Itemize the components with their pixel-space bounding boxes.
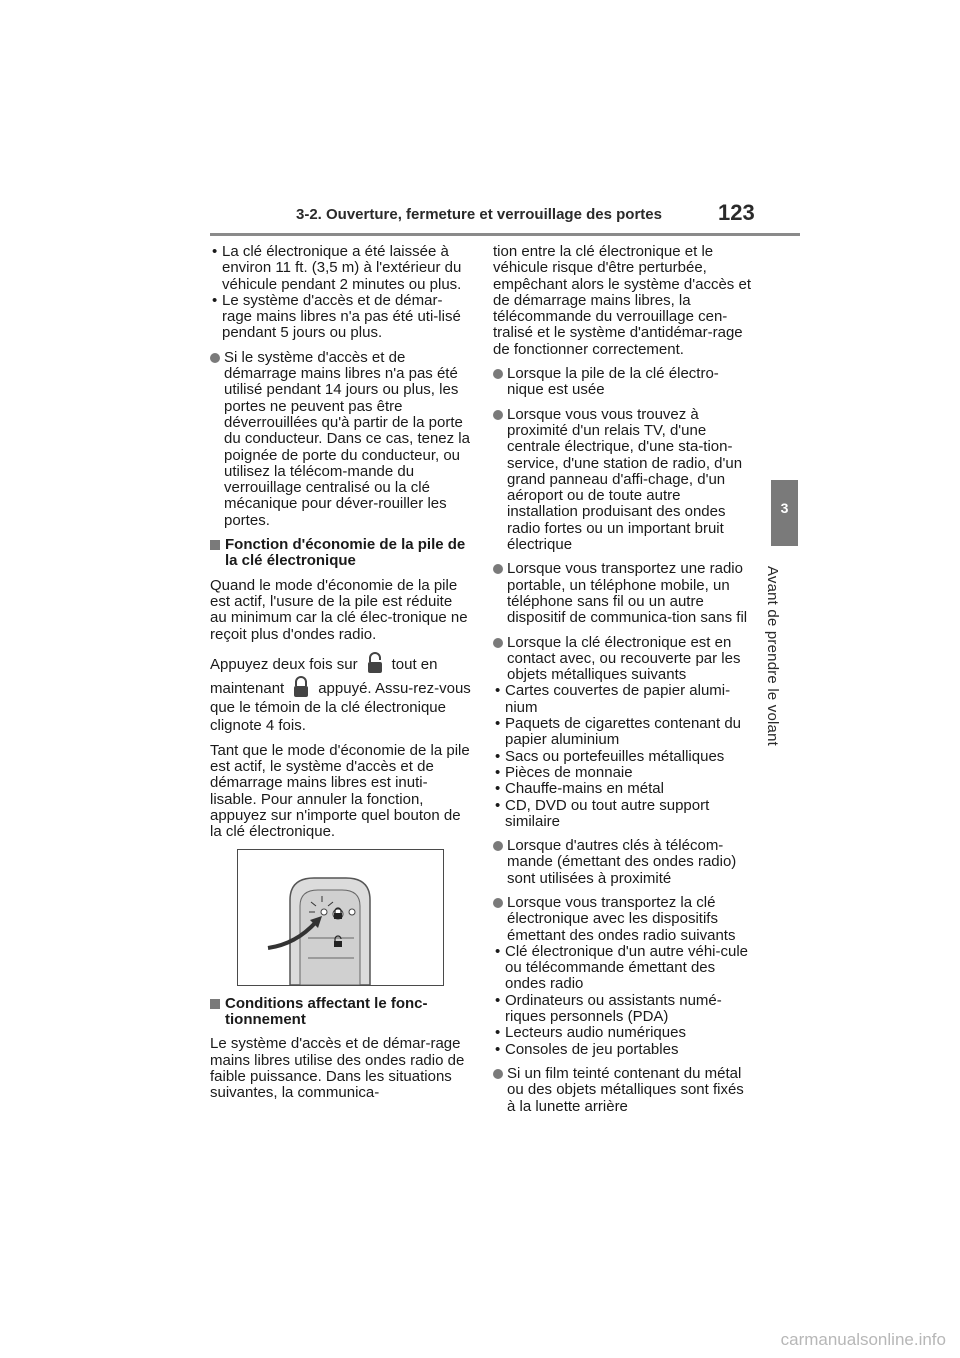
paragraph: Appuyez deux fois sur tout en maintenant appuyé. Assu-rez-vous que le témoin de la clé électronique clignote 4 fois. — [210, 651, 472, 735]
bullet-item: • Cartes couvertes de papier alumi-nium — [493, 683, 755, 716]
circle-item: Lorsque la clé électronique est en contact avec, ou recouverte par les objets métalliques suivants — [493, 635, 755, 684]
bullet-list — [493, 683, 755, 830]
bullet-item: • Le système d'accès et de démar-rage mains libres n'a pas été uti-lisé pendant 5 jours ou plus. — [210, 293, 472, 342]
circle-bullet-icon — [493, 898, 503, 908]
watermark: carmanualsonline.info — [780, 1330, 946, 1349]
circle-bullet-icon — [493, 564, 503, 574]
section-heading: Fonction d'économie de la pile de la clé électronique — [210, 537, 472, 570]
circle-item: Si le système d'accès et de démarrage mains libres n'a pas été utilisé pendant 14 jours ou plus, les portes ne peuvent pas être déverrouillées qu'à partir de la porte du conducteur. Dans ce cas, tenez la poignée de porte du conducteur, ou utilisez la télécom-mande du verrouillage centralisé ou la clé mécanique pour déver-rouiller les portes. — [210, 350, 472, 529]
section-heading: Conditions affectant le fonc-tionnement — [210, 996, 472, 1029]
bullet-item: • Paquets de cigarettes contenant du papier aluminium — [493, 716, 755, 749]
bullet-item: • CD, DVD ou tout autre support similaire — [493, 798, 755, 831]
section-title: 3-2. Ouverture, fermeture et verrouillage des portes — [296, 206, 662, 223]
left-column — [210, 244, 472, 1109]
circle-item: Lorsque vous transportez la clé électronique avec les dispositifs émettant des ondes radio suivants — [493, 895, 755, 944]
bullet-item: • Ordinateurs ou assistants numé-riques personnels (PDA) — [493, 993, 755, 1026]
paragraph: tion entre la clé électronique et le véhicule risque d'être perturbée, empêchant alors le système d'accès et de démarrage mains libres, la télécommande du verrouillage cen-tralisé et le système d'antidémar-rage de fonctionner correctement. — [493, 243, 751, 358]
circle-item: Si un film teinté contenant du métal ou des objets métalliques sont fixés à la lunette arrière — [493, 1066, 755, 1115]
bullet-item: • Chauffe-mains en métal — [493, 781, 755, 797]
bullet-item: • Sacs ou portefeuilles métalliques — [493, 749, 755, 765]
bullet-item: • Lecteurs audio numériques — [493, 1025, 755, 1041]
lock-button-icon — [292, 675, 310, 699]
circle-bullet-icon — [493, 638, 503, 648]
bullet-list — [493, 944, 755, 1058]
circle-item: Lorsque vous transportez une radio portable, un téléphone mobile, un téléphone sans fil ou un autre dispositif de communica-tion sans fil — [493, 561, 755, 626]
bullet-item: • Pièces de monnaie — [493, 765, 755, 781]
circle-bullet-icon — [210, 353, 220, 363]
square-bullet-icon — [210, 999, 220, 1009]
paragraph: Quand le mode d'économie de la pile est actif, l'usure de la pile est réduite au minimum car la clé élec-tronique ne reçoit plus d'ondes radio. — [210, 576, 468, 643]
bullet-item: • Clé électronique d'un autre véhi-cule ou télécommande émettant des ondes radio — [493, 944, 755, 993]
circle-item: Lorsque la pile de la clé électro-nique est usée — [493, 366, 755, 399]
circle-bullet-icon — [493, 841, 503, 851]
paragraph: Tant que le mode d'économie de la pile est actif, le système d'accès et de démarrage mains libres est inuti-lisable. Pour annuler la fonction, appuyez sur n'importe quel bouton de la clé électronique. — [210, 741, 470, 841]
key-illustration — [237, 849, 444, 986]
page-header — [210, 202, 800, 232]
right-column — [493, 244, 755, 1123]
chapter-number: 3 — [780, 500, 789, 516]
square-bullet-icon — [210, 540, 220, 550]
circle-item: Lorsque vous vous trouvez à proximité d'un relais TV, d'une centrale électrique, d'une sta-tion-service, d'une station de radio, d'un grand panneau d'affi-chage, d'un aéroport ou de toute autre installation produisant des ondes radio fortes ou un important bruit électrique — [493, 407, 755, 554]
bullet-list — [210, 244, 472, 342]
chapter-label: Avant de prendre le volant — [764, 565, 781, 747]
circle-bullet-icon — [493, 410, 503, 420]
header-rule — [210, 233, 800, 236]
paragraph: Le système d'accès et de démar-rage mains libres utilise des ondes radio de faible puissance. Dans les situations suivantes, la communica- — [210, 1035, 465, 1102]
circle-item: Lorsque d'autres clés à télécom-mande (émettant des ondes radio) sont utilisées à proximité — [493, 838, 755, 887]
circle-bullet-icon — [493, 369, 503, 379]
circle-bullet-icon — [493, 1069, 503, 1079]
page-number: 123 — [718, 200, 755, 225]
electronic-key-icon — [238, 850, 443, 985]
bullet-item: • La clé électronique a été laissée à environ 11 ft. (3,5 m) à l'extérieur du véhicule pendant 2 minutes ou plus. — [210, 244, 472, 293]
bullet-item: • Consoles de jeu portables — [493, 1042, 755, 1058]
lock-button-icon — [366, 651, 384, 675]
